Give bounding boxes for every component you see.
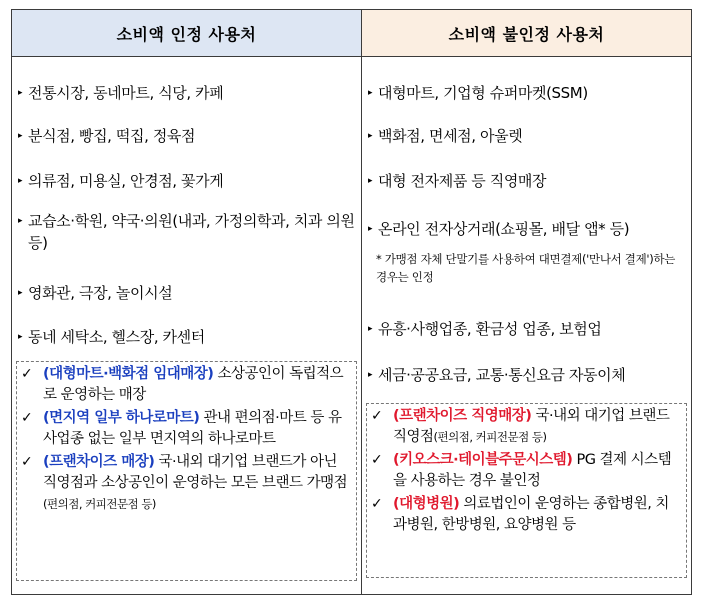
bullet-icon: ▸: [18, 131, 23, 141]
bullet-icon: ▸: [368, 324, 373, 334]
not-recognized-column: [362, 10, 691, 594]
bullet-icon: ▸: [368, 131, 373, 141]
exception-item: ✓ (대형병원) 의료법인이 운영하는 종합병원, 치과병원, 한방병원, 요양병원 등: [371, 496, 669, 533]
usage-table: [11, 9, 692, 595]
exception-item: ✓ (프랜차이즈 매장) 국·내외 대기업 브랜드가 아닌 직영점과 소상공인이 운영하는 모든 브랜드 가맹점(편의점, 커피전문점 등): [21, 454, 348, 511]
bullet-icon: ▸: [368, 370, 373, 380]
exception-item: ✓ (대형마트·백화점 임대매장) 소상공인이 독립적으로 운영하는 매장: [21, 366, 344, 403]
list-item: ▸ 교습소·학원, 약국·의원(내과, 가정의학과, 치과 의원 등): [18, 212, 355, 252]
list-item: ▸ 세금·공공요금, 교통·통신요금 자동이체: [368, 366, 626, 384]
not-recognized-header: 소비액 불인정 사용처: [362, 10, 691, 57]
exception-item: ✓ (면지역 일부 하나로마트) 관내 편의점·마트 등 유사업종 없는 일부 면지역의 하나로마트: [21, 410, 342, 447]
exception-item: ✓ (프랜차이즈 직영매장) 국·내외 대기업 브랜드 직영점(편의점, 커피전문점 등): [371, 408, 670, 445]
check-icon: ✓: [21, 366, 33, 382]
bullet-icon: ▸: [18, 288, 23, 298]
face-to-face-note: * 가맹점 자체 단말기를 사용하여 대면결제('만나서 결제')하는 경우는 인정: [376, 252, 676, 284]
check-icon: ✓: [371, 452, 383, 468]
recognized-column: [12, 10, 362, 594]
list-item: ▸ 동네 세탁소, 헬스장, 카센터: [18, 328, 205, 346]
bullet-icon: ▸: [368, 224, 373, 234]
bullet-icon: ▸: [18, 216, 23, 226]
list-item: ▸ 유흥·사행업종, 환금성 업종, 보험업: [368, 320, 602, 338]
list-item: ▸ 대형마트, 기업형 슈퍼마켓(SSM): [368, 84, 588, 102]
not-recognized-exceptions-box: [366, 403, 687, 578]
check-icon: ✓: [371, 496, 383, 512]
bullet-icon: ▸: [18, 88, 23, 98]
list-item: ▸ 의류점, 미용실, 안경점, 꽃가게: [18, 172, 224, 190]
list-item: ▸ 전통시장, 동네마트, 식당, 카페: [18, 84, 224, 102]
exception-item: ✓ (키오스크·테이블주문시스템) PG 결제 시스템을 사용하는 경우 불인정: [371, 452, 672, 489]
recognized-exceptions-box: [16, 361, 357, 581]
check-icon: ✓: [371, 408, 383, 424]
recognized-header: 소비액 인정 사용처: [12, 10, 361, 57]
check-icon: ✓: [21, 454, 33, 470]
bullet-icon: ▸: [368, 88, 373, 98]
list-item: ▸ 대형 전자제품 등 직영매장: [368, 172, 547, 190]
list-item: ▸ 온라인 전자상거래(쇼핑몰, 배달 앱* 등): [368, 220, 630, 238]
list-item: ▸ 백화점, 면세점, 아울렛: [368, 127, 523, 145]
check-icon: ✓: [21, 410, 33, 426]
list-item: ▸ 분식점, 빵집, 떡집, 정육점: [18, 127, 196, 145]
list-item: ▸ 영화관, 극장, 놀이시설: [18, 284, 173, 302]
bullet-icon: ▸: [18, 332, 23, 342]
bullet-icon: ▸: [18, 176, 23, 186]
bullet-icon: ▸: [368, 176, 373, 186]
